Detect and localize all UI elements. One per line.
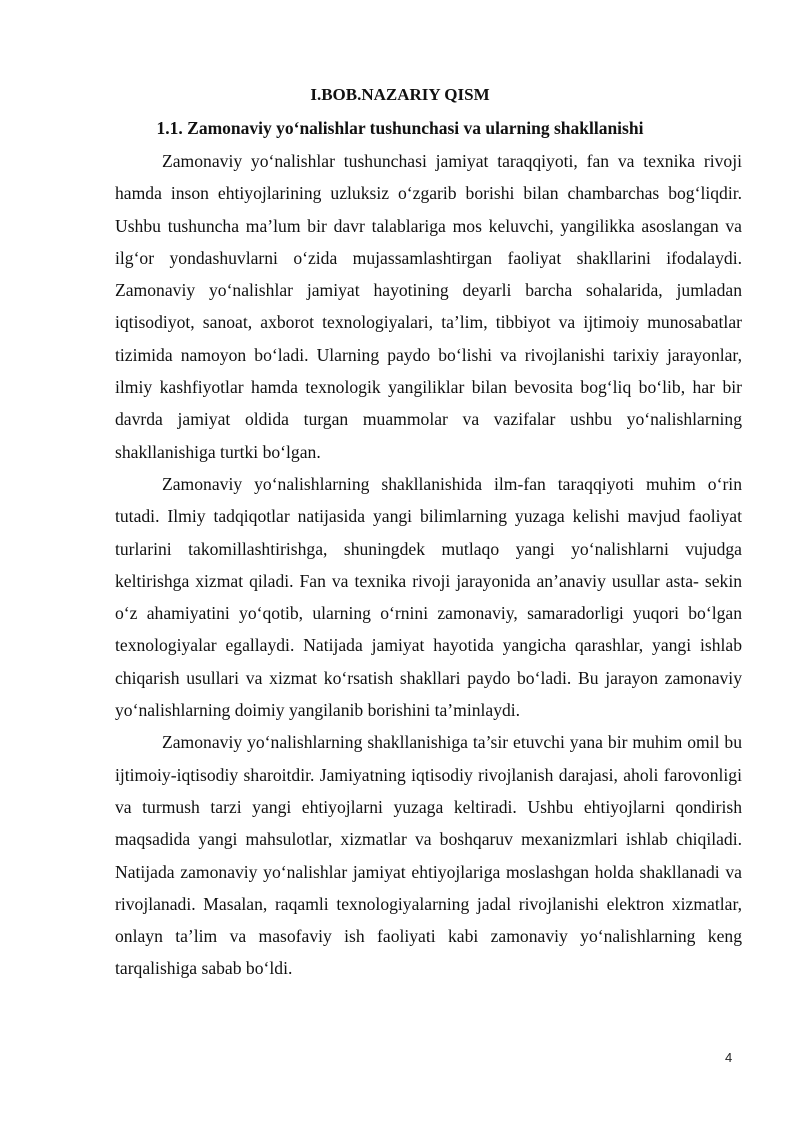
paragraph: Zamonaviy yo‘nalishlarning shakllanishida ilm-fan taraqqiyoti muhim o‘rin tutadi. Ilmiy tadqiqotlar natijasida yangi bilimlarning yuzaga kelishi mavjud faoliyat turlarini takomillashtirishga, shuningdek mutlaqo yangi yo‘nalishlarni vujudga keltirishga xizmat qiladi. Fan va texnika rivoji jarayonida an’anaviy usullar asta- sekin o‘z ahamiyatini yo‘qotib, ularning o‘rnini zamonaviy, samaradorligi yuqori bo‘lgan texnologiyalar egallaydi. Natijada jamiyat hayotida yangicha qarashlar, yangi ishlab chiqarish usullari va xizmat ko‘rsatish shakllari paydo bo‘ladi. Bu jarayon zamonaviy yo‘nalishlarning doimiy yangilanib borishini ta’minlaydi. bbox=[115, 473, 742, 721]
paragraph: Zamonaviy yo‘nalishlar tushunchasi jamiyat taraqqiyoti, fan va texnika rivoji hamda inson ehtiyojlarining uzluksiz o‘zgarib borishi bilan chambarchas bog‘liqdir. Ushbu tushuncha ma’lum bir davr talablariga mos keluvchi, yangilikka asoslangan va ilg‘or yondashuvlarni o‘zida mujassamlashtirgan faoliyat shakllarini ifodalaydi. Zamonaviy yo‘nalishlar jamiyat hayotining deyarli barcha sohalarida, jumladan iqtisodiyot, sanoat, axborot texnologiyalari, ta’lim, tibbiyot va ijtimoiy munosabatlar tizimida namoyon bo‘ladi. Ularning paydo bo‘lishi va rivojlanishi tarixiy jarayonlar, ilmiy kashfiyotlar hamda texnologik yangiliklar bilan bevosita bog‘liq bo‘lib, har bir davrda jamiyat oldida turgan muammolar va vazifalar ushbu yo‘nalishlarning shakllanishiga turtki bo‘lgan. bbox=[115, 151, 742, 462]
paragraph: Zamonaviy yo‘nalishlarning shakllanishiga ta’sir etuvchi yana bir muhim omil bu ijtimoiy-iqtisodiy sharoitdir. Jamiyatning iqtisodiy rivojlanish darajasi, aholi farovonligi va turmush tarzi yangi ehtiyojlarni yuzaga keltiradi. Ushbu ehtiyojlarni qondirish maqsadida yangi mahsulotlar, xizmatlar va boshqaruv mexanizmlari ishlab chiqiladi. Natijada zamonaviy yo‘nalishlar jamiyat ehtiyojlariga moslashgan holda shakllanadi va rivojlanadi. Masalan, raqamli texnologiyalarning jadal rivojlanishi elektron xizmatlar, onlayn ta’lim va masofaviy ish faoliyati kabi zamonaviy yo‘nalishlarning keng tarqalishiga sabab bo‘ldi. bbox=[115, 732, 742, 979]
page-number: 4 bbox=[725, 1050, 733, 1065]
section-title: 1.1. Zamonaviy yo‘nalishlar tushunchasi va ularning shakllanishi bbox=[156, 118, 644, 138]
chapter-title: I.BOB.NAZARIY QISM bbox=[310, 85, 490, 104]
body-text bbox=[115, 145, 742, 985]
